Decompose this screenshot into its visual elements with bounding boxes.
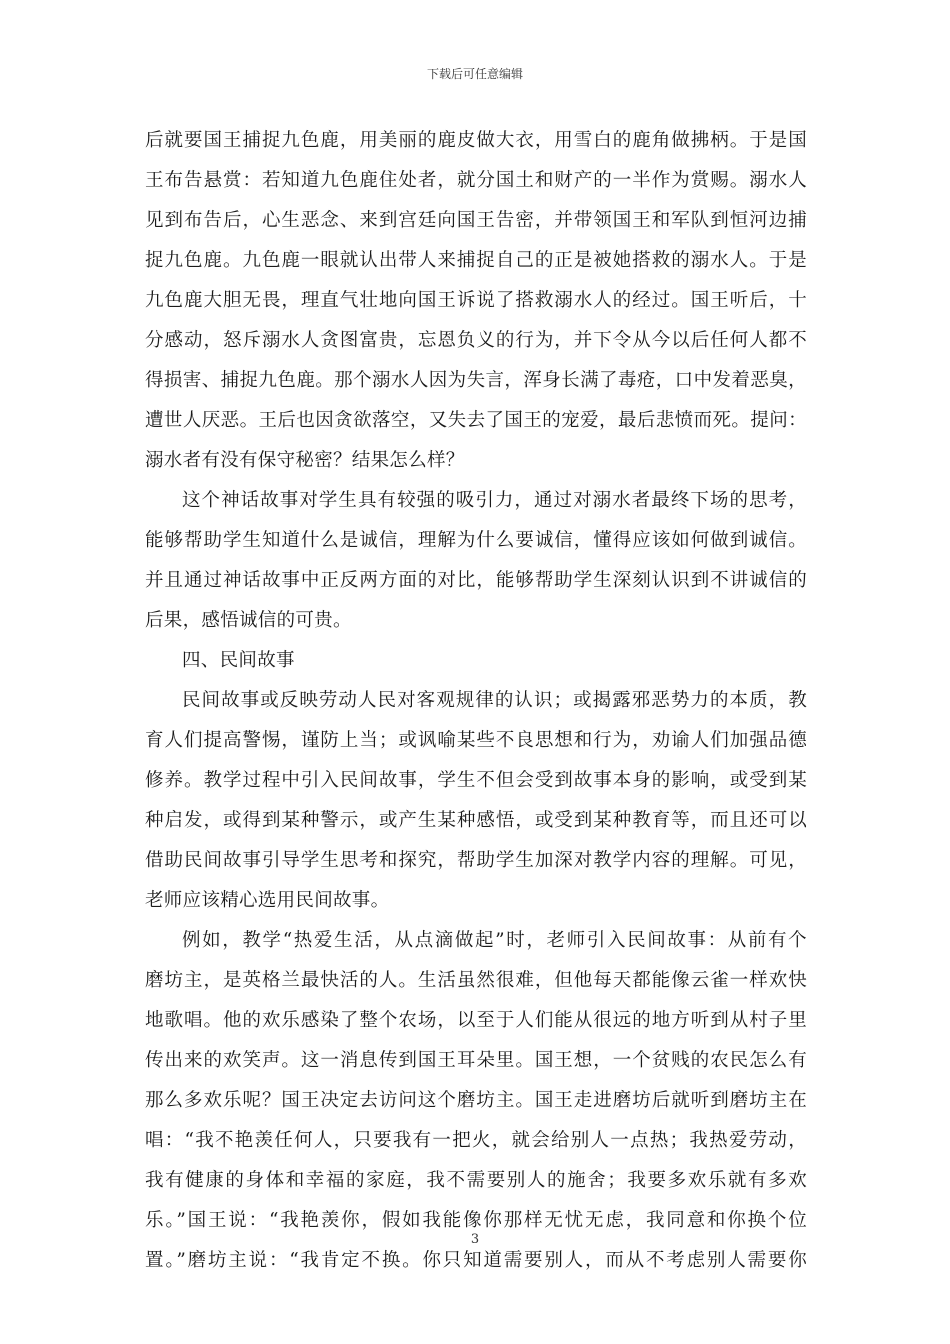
text-line: 磨坊主，是英格兰最快活的人。生活虽然很难，但他每天都能像云雀一样欢快 — [145, 970, 807, 991]
text-line: 得损害、捕捉九色鹿。那个溺水人因为失言，浑身长满了毒疮，口中发着恶臭， — [145, 370, 807, 391]
page-number: 3 — [470, 1232, 480, 1247]
text-line: 后果，感悟诚信的可贵。 — [145, 610, 352, 631]
text-line: 育人们提高警惕，谨防上当；或讽喻某些不良思想和行为，劝谕人们加强品德 — [145, 730, 807, 751]
paragraph-first-line: 民间故事或反映劳动人民对客观规律的认识；或揭露邪恶势力的本质，教 — [182, 690, 807, 711]
text-line: 地歌唱。他的欢乐感染了整个农场，以至于人们能从很远的地方听到从村子里 — [145, 1010, 807, 1031]
text-line: 唱：“我不艳羡任何人，只要我有一把火，就会给别人一点热；我热爱劳动， — [145, 1130, 807, 1151]
paragraph-first-line: 这个神话故事对学生具有较强的吸引力，通过对溺水者最终下场的思考， — [182, 490, 807, 511]
text-line: 见到布告后，心生恶念、来到宫廷向国王告密，并带领国王和军队到恒河边捕 — [145, 210, 807, 231]
page-header: 下载后可任意编辑 — [426, 67, 523, 81]
text-line: 我有健康的身体和幸福的家庭，我不需要别人的施舍；我要多欢乐就有多欢 — [145, 1170, 807, 1191]
text-line: 并且通过神话故事中正反两方面的对比，能够帮助学生深刻认识到不讲诚信的 — [145, 570, 807, 591]
text-line: 能够帮助学生知道什么是诚信，理解为什么要诚信，懂得应该如何做到诚信。 — [145, 530, 807, 551]
text-line: 种启发，或得到某种警示，或产生某种感悟，或受到某种教育等，而且还可以 — [145, 810, 807, 831]
text-line: 那么多欢乐呢？国王决定去访问这个磨坊主。国王走进磨坊后就听到磨坊主在 — [145, 1090, 807, 1111]
text-line: 九色鹿大胆无畏，理直气壮地向国王诉说了搭救溺水人的经过。国王听后，十 — [145, 290, 807, 311]
section-heading: 四、民间故事 — [182, 650, 295, 671]
text-line: 置。”磨坊主说：“我肯定不换。你只知道需要别人，而从不考虑别人需要你 — [145, 1250, 807, 1271]
text-line: 借助民间故事引导学生思考和探究，帮助学生加深对教学内容的理解。可见， — [145, 850, 807, 871]
text-line: 修养。教学过程中引入民间故事，学生不但会受到故事本身的影响，或受到某 — [145, 770, 807, 791]
text-line: 分感动，怒斥溺水人贪图富贵，忘恩负义的行为，并下令从今以后任何人都不 — [145, 330, 807, 351]
text-line: 老师应该精心选用民间故事。 — [145, 890, 390, 911]
paragraph-first-line: 例如，教学“热爱生活，从点滴做起”时，老师引入民间故事：从前有个 — [182, 930, 807, 951]
text-line: 后就要国王捕捉九色鹿，用美丽的鹿皮做大衣，用雪白的鹿角做拂柄。于是国 — [145, 130, 807, 151]
text-line: 传出来的欢笑声。这一消息传到国王耳朵里。国王想，一个贫贱的农民怎么有 — [145, 1050, 807, 1071]
text-line: 乐。”国王说：“我艳羡你，假如我能像你那样无忧无虑，我同意和你换个位 — [145, 1210, 807, 1231]
document-body — [145, 121, 807, 1281]
text-line: 溺水者有没有保守秘密？结果怎么样？ — [145, 450, 465, 471]
text-line: 捉九色鹿。九色鹿一眼就认出带人来捕捉自己的正是被她搭救的溺水人。于是 — [145, 250, 807, 271]
text-line: 遭世人厌恶。王后也因贪欲落空，又失去了国王的宠爱，最后悲愤而死。提问： — [145, 410, 807, 431]
text-line: 王布告悬赏：若知道九色鹿住处者，就分国土和财产的一半作为赏赐。溺水人 — [145, 170, 807, 191]
